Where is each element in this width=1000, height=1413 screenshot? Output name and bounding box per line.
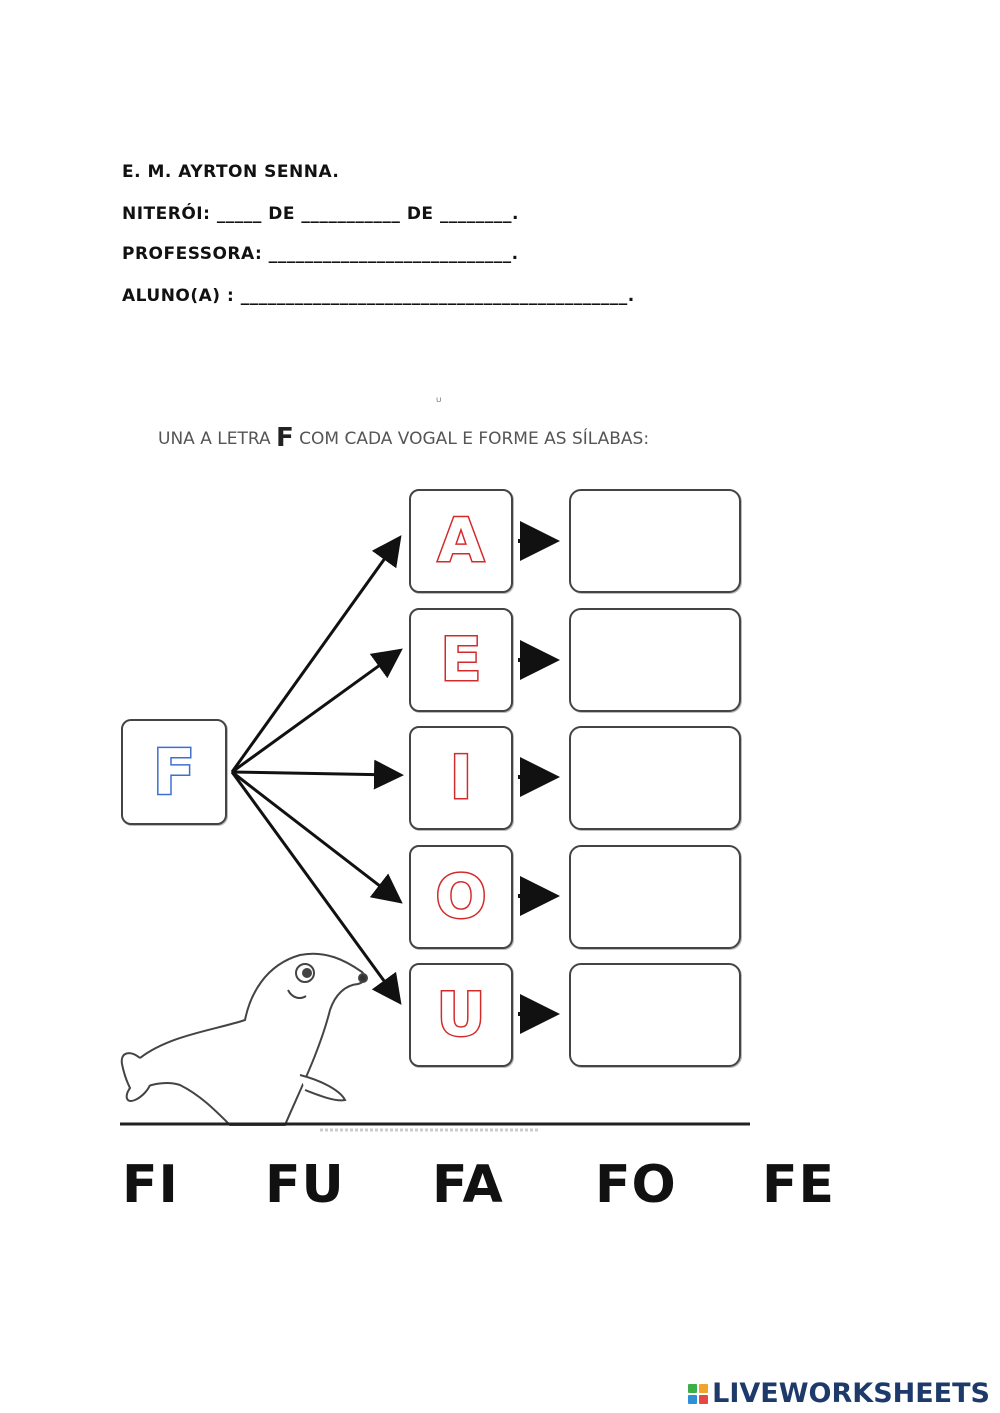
source-letter: F: [152, 735, 196, 809]
date-line: NITERÓI: _____ DE ___________ DE ________.: [122, 204, 519, 224]
liveworksheets-logo-icon: [688, 1384, 708, 1404]
small-arrows: [518, 541, 552, 1014]
answer-box-o[interactable]: [569, 845, 741, 949]
instruction-text-end: COM CADA VOGAL E FORME AS SÍLABAS:: [293, 429, 650, 449]
arrow-to-a: [232, 540, 398, 772]
vowel-letter: I: [449, 743, 473, 813]
syllable-option[interactable]: FU: [265, 1155, 345, 1215]
vowel-letter: O: [435, 862, 487, 932]
vowel-letter: A: [437, 506, 485, 576]
connection-arrows: [232, 540, 398, 1000]
vowel-letter: U: [436, 980, 486, 1050]
arrow-to-i: [232, 772, 398, 775]
vowel-box-e: [409, 608, 513, 712]
arrow-to-e: [232, 652, 398, 772]
syllable-option[interactable]: FE: [762, 1155, 836, 1215]
arrow-to-o: [232, 772, 398, 900]
vowel-box-o: [409, 845, 513, 949]
student-line: ALUNO(A) : ___________________________________________.: [122, 286, 635, 306]
answer-box-a[interactable]: [569, 489, 741, 593]
seal-illustration: [122, 954, 367, 1125]
instruction-letter: F: [275, 423, 294, 453]
liveworksheets-watermark: [688, 1378, 990, 1409]
teacher-line: PROFESSORA: ___________________________.: [122, 244, 519, 264]
syllable-option[interactable]: FO: [595, 1155, 677, 1215]
vowel-box-a: [409, 489, 513, 593]
vowel-letter: E: [440, 625, 482, 695]
school-name: E. M. AYRTON SENNA.: [122, 162, 340, 182]
syllable-option[interactable]: FI: [122, 1155, 179, 1215]
answer-box-i[interactable]: [569, 726, 741, 830]
source-letter-box: [121, 719, 227, 825]
instruction-text-start: UNA A LETRA: [158, 429, 276, 449]
syllable-option[interactable]: FA: [432, 1155, 504, 1215]
vowel-box-i: [409, 726, 513, 830]
answer-box-e[interactable]: [569, 608, 741, 712]
answer-box-u[interactable]: [569, 963, 741, 1067]
scan-mark: ᵁ: [436, 395, 442, 409]
vowel-box-u: [409, 963, 513, 1067]
watermark-text: LIVEWORKSHEETS: [712, 1378, 990, 1409]
